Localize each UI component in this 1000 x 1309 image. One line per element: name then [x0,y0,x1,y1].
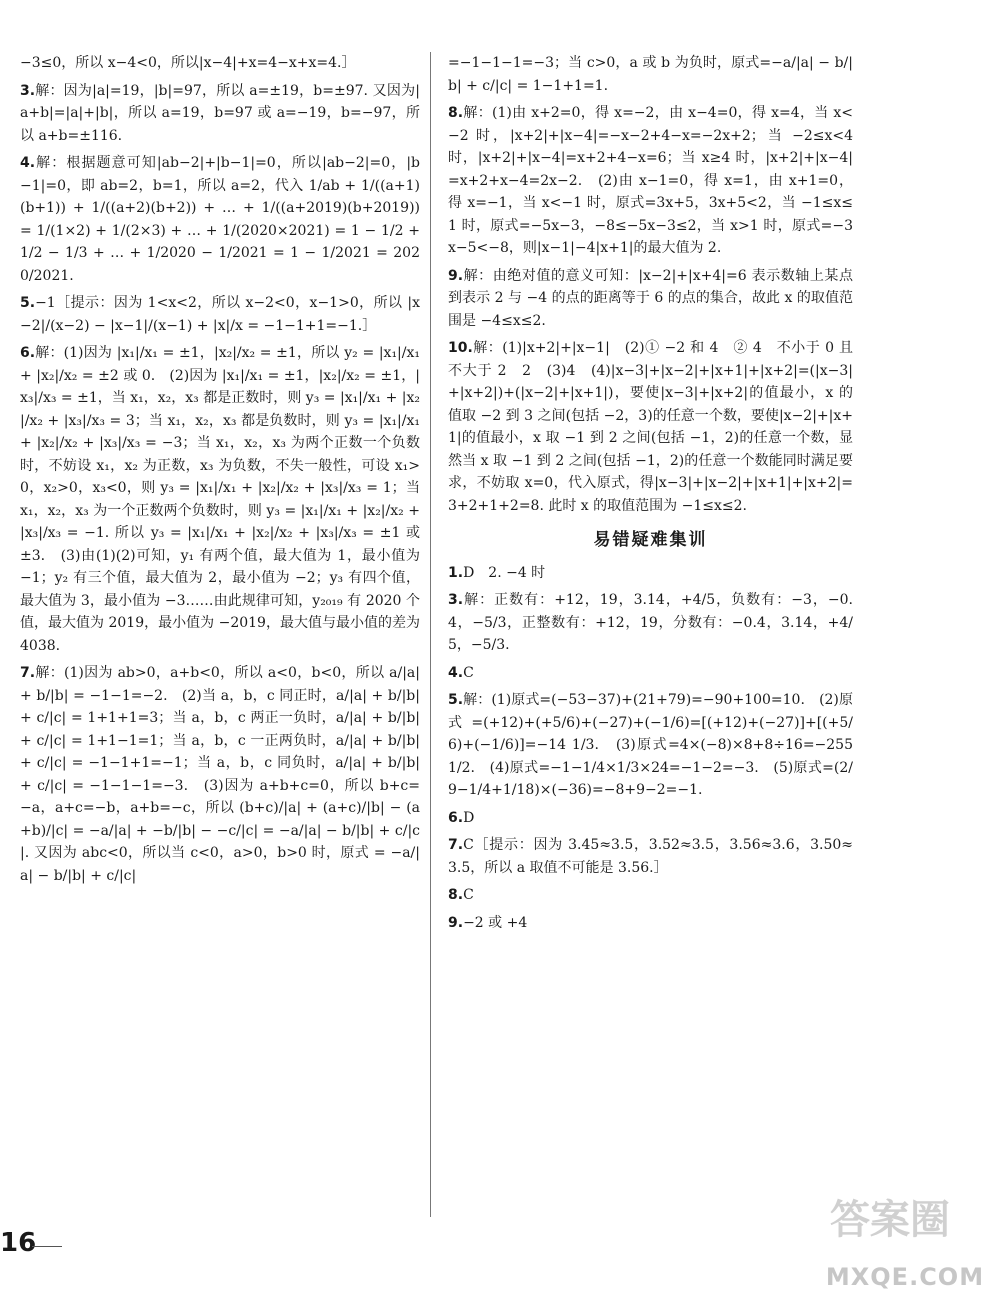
right-column-answers-part1 [448,52,853,517]
answer-text: C［提示：因为 3.45≈3.5，3.52≈3.5，3.56≈3.6，3.50≈3.5，所以 a 取值不可能是 3.56.］ [448,837,853,876]
answer-number: 10. [448,340,473,356]
answer-number: 1. [448,564,464,581]
answer-text: C [463,887,474,903]
answer-item [448,912,853,935]
answer-number: 6. [448,809,464,826]
answer-item [448,807,853,830]
section-title: 易错疑难集训 [593,530,708,550]
answer-item [448,662,853,685]
right-column [448,52,853,939]
answer-item [448,689,853,802]
answer-number: 9. [448,914,464,931]
answer-item [448,589,853,657]
answer-text: 解：(1)因为 ab>0，a+b<0，所以 a<0，b<0，所以 a/|a| + b/|b| = −1−1=−2. (2)当 a，b，c 同正时，a/|a| + b/|b| + c/|c| = 1+1+1=3；当 a，b，c 两正一负时，a/|a| + b/|b| + c/|c| = 1+1−1=1；当 a，b，c 一正两负时，a/|a| + b/|b| + c/|c| = −1−1+1=−1；当 a，b，c 同负时，a/|a| + b/|b| + c/|c| = −1−1−1=−3. (3)因为 a+b+c=0，所以 b+c=−a，a+c=−b，a+b=−c，所以 (b+c)/|a| + (a+c)/|b| − (a+b)/|c| = −a/|a| + −b/|b| − −c/|c| = −a/|a| − b/|b| + c/|c|. 又因为 abc<0，所以当 c<0，a>0，b>0 时，原式 = −a/|a| − b/|b| + c/|c| [20,665,420,884]
answer-number: 5. [448,692,464,708]
answer-text: −2 或 +4 [463,914,528,931]
answer-item [448,562,853,585]
watermark-logo-glyphs: 答案圈 [830,1197,950,1243]
answer-item [20,662,420,887]
page-number: 16 [0,1228,37,1258]
answer-number: 7. [20,665,36,681]
answer-number: 4. [448,664,464,681]
answer-text: =−1−1−1=−3；当 c>0，a 或 b 为负时，原式=−a/|a| − b/|b| + c/|c| = 1−1+1=1. [448,55,853,94]
answer-item [448,265,853,333]
answer-text: 解：(1)原式=(−53−37)+(21+79)=−90+100=10. (2)原式=(+12)+(+5/6)+(−27)+(−1/6)=[(+12)+(−27)]+[(+5/6)+(−1/6)]=−14 1/3. (3)原式=4×(−8)×8+8÷16=−255 1/2. (4)原式=−1−1/4×1/3×24=−1−2=−3. (5)原式=(2/9−1/4+1/18)×(−36)=−8+9−2=−1. [448,692,853,798]
answer-item [448,834,853,879]
answer-text: 解：因为|a|=19，|b|=97，所以 a=±19，b=±97. 又因为|a+b|=|a|+|b|，所以 a=19，b=97 或 a=−19，b=−97，所以 a+b=±116. [20,82,420,144]
answer-text: 解：正数有：+12，19，3.14，+4/5，负数有：−3，−0.4，−5/3，正整数有：+12，19，分数有：−0.4，3.14，+4/5，−5/3. [448,592,853,653]
watermark-text: MXQE.COM [825,1263,985,1291]
answer-number: 8. [448,105,464,121]
answer-text: D [463,809,475,826]
answer-number: 8. [448,887,464,903]
answer-text: 解：(1)|x+2|+|x−1| (2)① −2 和 4 ② 4 不小于 0 且不大于 2 2 (3)4 (4)|x−3|+|x−2|+|x+1|+|x+2|=(|x−3|+|x+2|)+(|x−2|+|x+1|)，要使|x−3|+|x+2|的值最小，x 的值取 −2 到 3 之间(包括 −2，3)的任意一个数，要使|x−2|+|x+1|的值最小，x 取 −1 到 2 之间(包括 −1，2)的任意一个数，显然当 x 取 −1 到 2 之间(包括 −1，2)的任意一个数能同时满足要求，不妨取 x=0，代入原式，得|x−3|+|x−2|+|x+1|+|x+2|=3+2+1+2=8. 此时 x 的取值范围为 −1≤x≤2. [448,340,853,514]
page-number-rule [32,1246,62,1247]
right-column-answers-part2 [448,562,853,935]
answer-text: 解：由绝对值的意义可知：|x−2|+|x+4|=6 表示数轴上某点到表示 2 与 −4 的点的距离等于 6 的点的集合，故此 x 的取值范围是 −4≤x≤2. [448,267,853,329]
answer-item [20,292,420,337]
answer-number: 3. [448,592,464,608]
answer-number: 3. [20,82,36,99]
answer-item [20,80,420,148]
answer-item [20,152,420,287]
answer-number: 5. [20,295,36,311]
answer-item [448,102,853,260]
left-column [20,52,431,1217]
answer-text: 解：(1)因为 |x₁|/x₁ = ±1，|x₂|/x₂ = ±1，所以 y₂ = |x₁|/x₁ + |x₂|/x₂ = ±2 或 0. (2)因为 |x₁|/x₁ = ±1，|x₂|/x₂ = ±1，|x₃|/x₃ = ±1，当 x₁，x₂，x₃ 都是正数时，则 y₃ = |x₁|/x₁ + |x₂|/x₂ + |x₃|/x₃ = 3；当 x₁，x₂，x₃ 都是负数时，则 y₃ = |x₁|/x₁ + |x₂|/x₂ + |x₃|/x₃ = −3；当 x₁，x₂，x₃ 为两个正数一个负数时，不妨设 x₁，x₂ 为正数，x₃ 为负数，不失一般性，可设 x₁>0，x₂>0，x₃<0，则 y₃ = |x₁|/x₁ + |x₂|/x₂ + |x₃|/x₃ = 1；当 x₁，x₂，x₃ 为一个正数两个负数时，则 y₃ = |x₁|/x₁ + |x₂|/x₂ + |x₃|/x₃ = −1. 所以 y₃ = |x₁|/x₁ + |x₂|/x₂ + |x₃|/x₃ = ±1 或 ±3. (3)由(1)(2)可知，y₁ 有两个值，最大值为 1，最小值为 −1；y₂ 有三个值，最大值为 2，最小值为 −2；y₃ 有四个值，最大值为 3，最小值为 −3……由此规律可知，y₂₀₁₉ 有 2020 个值，最大值为 2019，最小值为 −2019，最大值与最小值的差为 4038. [20,345,420,654]
answer-text: D 2. −4 时 [463,564,546,581]
answer-item [448,52,853,97]
answer-item [448,337,853,517]
answer-number: 9. [448,267,464,284]
answer-number: 6. [20,345,36,361]
answer-text: −1［提示：因为 1<x<2，所以 x−2<0，x−1>0，所以 |x−2|/(x−2) − |x−1|/(x−1) + |x|/x = −1−1+1=−1.］ [20,295,420,334]
answer-text: −3≤0，所以 x−4<0，所以|x−4|+x=4−x+x=4.］ [20,55,356,71]
answer-text: 解：根据题意可知|ab−2|+|b−1|=0，所以|ab−2|=0，|b−1|=0，即 ab=2，b=1，所以 a=2，代入 1/ab + 1/((a+1)(b+1)) + 1/((a+2)(b+2)) + … + 1/((a+2019)(b+2019)) = 1/(1×2) + 1/(2×3) + … + 1/(2020×2021) = 1 − 1/2 + 1/2 − 1/3 + … + 1/2020 − 1/2021 = 1 − 1/2021 = 2020/2021. [20,155,420,284]
answer-number: 7. [448,837,464,853]
watermark-logo [820,1188,990,1298]
answer-item [448,884,853,907]
answer-item [20,52,420,75]
answer-text: C [463,664,474,681]
answer-text: 解：(1)由 x+2=0，得 x=−2，由 x−4=0，得 x=4，当 x<−2 时，|x+2|+|x−4|=−x−2+4−x=−2x+2；当 −2≤x<4 时，|x+2|+|x−4|=x+2+4−x=6；当 x≥4 时，|x+2|+|x−4|=x+2+x−4=2x−2. (2)由 x−1=0，得 x=1，由 x+1=0，得 x=−1，当 x<−1 时，原式=3x+5，3x+5<2，当 −1≤x≤1 时，原式=−5x−3，−8≤−5x−3≤2，当 x>1 时，原式=−3x−5<−8，则|x−1|−4|x+1|的最大值为 2. [448,105,853,256]
answer-number: 4. [20,155,36,171]
answer-item [20,342,420,657]
